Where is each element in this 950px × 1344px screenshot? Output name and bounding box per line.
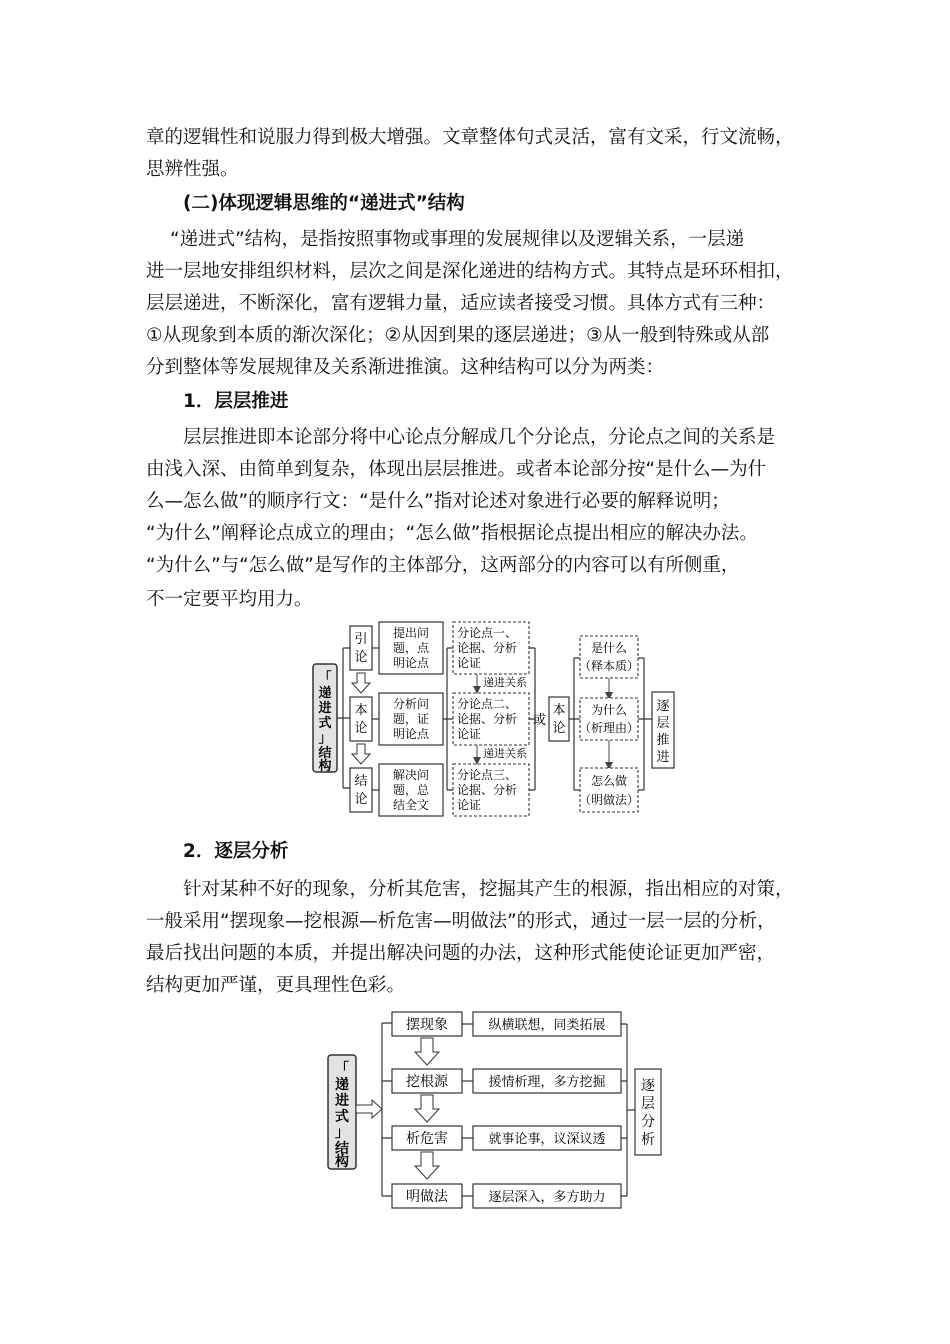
svg-text:论证: 论证 xyxy=(457,727,482,741)
text-line: 层层推进即本论部分将中心论点分解成几个分论点，分论点之间的关系是 xyxy=(183,427,776,448)
svg-text:本: 本 xyxy=(552,703,566,718)
step-name: 摆现象 xyxy=(406,1017,448,1033)
down-arrow-icon xyxy=(415,1038,439,1065)
svg-text:论: 论 xyxy=(552,721,566,736)
svg-text:论据、分析: 论据、分析 xyxy=(457,712,518,726)
svg-text:解决问: 解决问 xyxy=(392,768,430,782)
svg-text:分: 分 xyxy=(641,1114,655,1130)
text-line: 一般采用“摆现象—挖根源—析危害—明做法”的形式，通过一层一层的分析， xyxy=(146,911,776,932)
svg-text:题，点: 题，点 xyxy=(392,641,430,655)
text-line: 进一层地安排组织材料，层次之间是深化递进的结构方式。其特点是环环相扣， xyxy=(146,261,794,282)
text-line: 针对某种不好的现象，分析其危害，挖掘其产生的根源，指出相应的对策， xyxy=(183,879,794,900)
svg-text:分论点三、: 分论点三、 xyxy=(457,768,518,782)
svg-text:（析理由）: （析理由） xyxy=(578,721,640,735)
svg-text:析: 析 xyxy=(641,1132,655,1148)
text-line: 由浅入深、由简单到复杂，体现出层层推进。或者本论部分按“是什么—为什 xyxy=(146,459,767,480)
text-line: “为什么”与“怎么做”是写作的主体部分，这两部分的内容可以有所侧重， xyxy=(146,555,740,576)
svg-text:论证: 论证 xyxy=(457,798,482,812)
svg-text:分论点一、: 分论点一、 xyxy=(457,626,518,640)
svg-text:结: 结 xyxy=(335,1141,349,1157)
stage-label: 本 xyxy=(354,703,368,718)
svg-text:（明做法）: （明做法） xyxy=(578,793,640,807)
stage-label: 论 xyxy=(354,650,368,665)
svg-text:分论点二、: 分论点二、 xyxy=(457,697,518,711)
step-desc: 纵横联想，同类拓展 xyxy=(488,1018,606,1033)
svg-text:「: 「 xyxy=(335,1061,349,1077)
subsection-heading: 2．逐层分析 xyxy=(183,841,289,862)
diagram-title xyxy=(334,1060,349,1170)
svg-text:（释本质）: （释本质） xyxy=(578,659,640,673)
text-line: 分到整体等发展规律及关系渐进推演。这种结构可以分为两类： xyxy=(146,357,665,378)
svg-text:「: 「 xyxy=(318,671,332,686)
svg-text:式: 式 xyxy=(335,1109,349,1125)
text-line: 思辨性强。 xyxy=(146,159,239,180)
step-desc: 援情析理，多方挖掘 xyxy=(488,1075,606,1090)
svg-text:结: 结 xyxy=(318,746,332,761)
stage-label: 引 xyxy=(354,632,368,647)
svg-text:明论点: 明论点 xyxy=(392,727,430,741)
step-name: 明做法 xyxy=(406,1189,448,1205)
svg-text:推: 推 xyxy=(656,733,670,748)
svg-text:进: 进 xyxy=(318,701,332,716)
step-desc: 逐层深入，多方助力 xyxy=(488,1190,606,1205)
svg-text:逐: 逐 xyxy=(641,1078,655,1094)
svg-text:是什么: 是什么 xyxy=(590,641,628,655)
relation-label: 递进关系 xyxy=(483,676,527,689)
svg-text:为什么: 为什么 xyxy=(590,703,628,717)
relation-label: 递进关系 xyxy=(483,747,527,760)
right-arrow-icon xyxy=(356,1100,382,1118)
text-line: “为什么”阐释论点成立的理由；“怎么做”指根据论点提出相应的解决办法。 xyxy=(146,523,758,544)
stage-label: 结 xyxy=(354,774,368,789)
text-line: 层层递进，不断深化，富有逻辑力量，适应读者接受习惯。具体方式有三种： xyxy=(146,293,776,314)
svg-text:」: 」 xyxy=(335,1125,349,1141)
stage-label: 论 xyxy=(354,792,368,807)
svg-text:论证: 论证 xyxy=(457,656,482,670)
svg-text:递: 递 xyxy=(318,686,332,701)
svg-text:结全文: 结全文 xyxy=(392,798,430,812)
text-line: 结构更加严谨，更具理性色彩。 xyxy=(146,975,406,996)
svg-text:明论点: 明论点 xyxy=(392,656,430,670)
or-label: 或 xyxy=(533,713,547,728)
svg-text:分析问: 分析问 xyxy=(392,697,430,711)
down-arrow-icon xyxy=(415,1095,439,1122)
svg-text:题，总: 题，总 xyxy=(392,783,430,797)
svg-text:怎么做: 怎么做 xyxy=(590,774,628,788)
section-heading: (二)体现逻辑思维的“递进式”结构 xyxy=(183,193,465,214)
subsection-heading: 1．层层推进 xyxy=(183,391,289,412)
stage-label: 论 xyxy=(354,721,368,736)
svg-text:层: 层 xyxy=(656,716,670,731)
svg-text:构: 构 xyxy=(318,759,332,774)
svg-text:逐: 逐 xyxy=(656,699,670,714)
text-line: ①从现象到本质的渐次深化；②从因到果的逐层递进；③从一般到特殊或从部 xyxy=(146,325,770,346)
svg-text:进: 进 xyxy=(656,750,670,765)
text-line: 不一定要平均用力。 xyxy=(146,589,313,610)
text-line: “递进式”结构，是指按照事物或事理的发展规律以及逻辑关系，一层递 xyxy=(170,229,745,250)
svg-text:提出问: 提出问 xyxy=(392,626,430,640)
svg-text:递: 递 xyxy=(335,1077,349,1093)
step-name: 析危害 xyxy=(406,1131,448,1147)
svg-text:构: 构 xyxy=(335,1154,349,1170)
down-arrow-icon xyxy=(415,1152,439,1179)
text-line: 么—怎么做”的顺序行文：“是什么”指对论述对象进行必要的解释说明； xyxy=(146,491,730,512)
step-name: 挖根源 xyxy=(406,1074,448,1090)
text-line: 章的逻辑性和说服力得到极大增强。文章整体句式灵活，富有文采，行文流畅， xyxy=(146,127,794,148)
svg-text:进: 进 xyxy=(335,1093,349,1109)
svg-text:论据、分析: 论据、分析 xyxy=(457,783,518,797)
svg-text:题，证: 题，证 xyxy=(392,712,430,726)
svg-text:论据、分析: 论据、分析 xyxy=(457,641,518,655)
svg-text:层: 层 xyxy=(641,1096,655,1112)
svg-text:」: 」 xyxy=(318,731,332,746)
text-line: 最后找出问题的本质，并提出解决问题的办法，这种形式能使论证更加严密， xyxy=(146,943,776,964)
step-desc: 就事论事，议深议透 xyxy=(488,1132,606,1147)
svg-text:式: 式 xyxy=(318,716,332,731)
